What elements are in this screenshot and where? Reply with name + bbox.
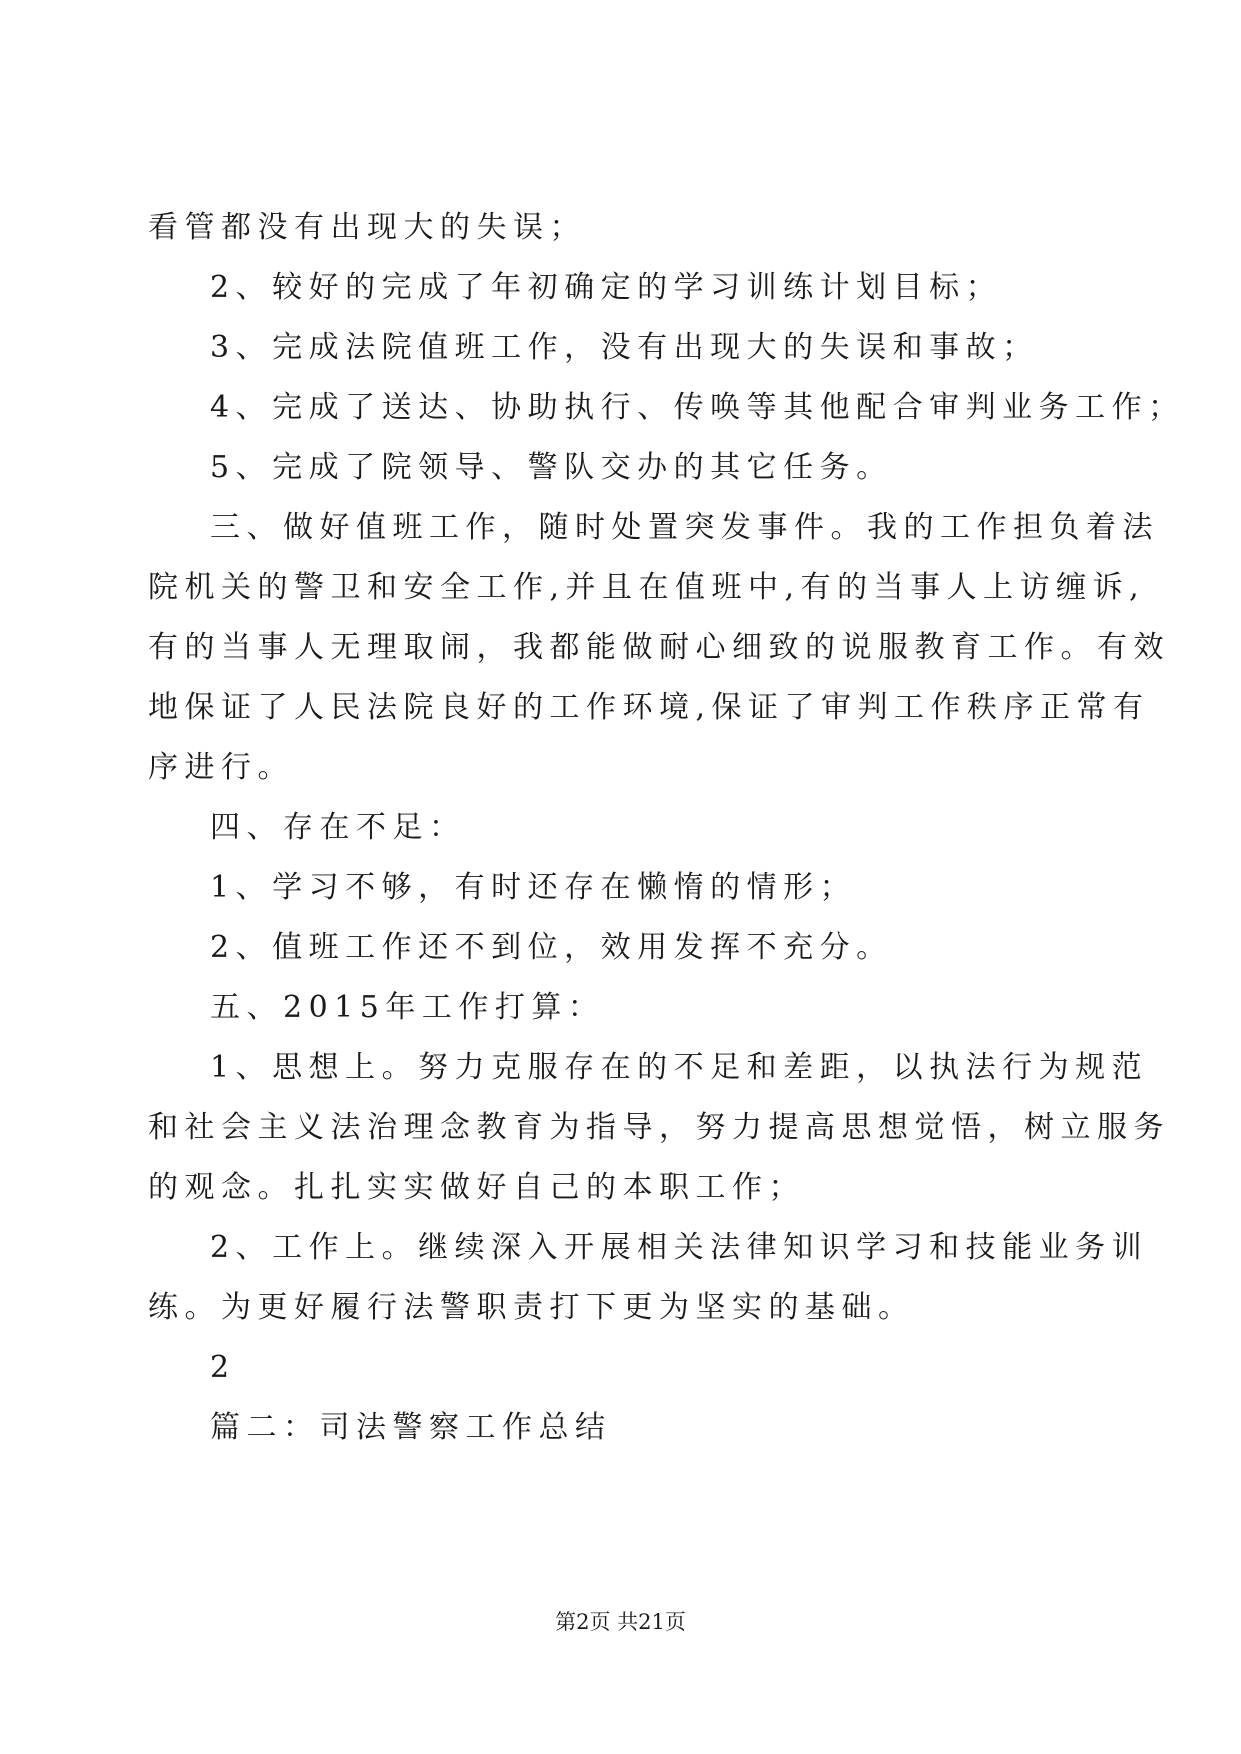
section-heading: 四、存在不足： (210, 810, 466, 845)
paragraph-line: 序进行。 (148, 750, 294, 785)
list-item: 2、值班工作还不到位，效用发挥不充分。 (210, 930, 893, 965)
list-item: 2、较好的完成了年初确定的学习训练计划目标； (210, 270, 1003, 305)
list-item: 4、完成了送达、协助执行、传唤等其他配合审判业务工作； (210, 390, 1185, 425)
section-heading-line: 三、做好值班工作，随时处置突发事件。我的工作担负着法 (210, 510, 1159, 545)
paragraph-line: 有的当事人无理取闹，我都能做耐心细致的说服教育工作。有效 (148, 630, 1170, 665)
list-item: 5、完成了院领导、警队交办的其它任务。 (210, 450, 893, 485)
chapter-title: 篇二：司法警察工作总结 (210, 1410, 612, 1445)
paragraph-line: 地保证了人民法院良好的工作环境,保证了审判工作秩序正常有 (148, 690, 1150, 725)
paragraph-line: 练。为更好履行法警职责打下更为坚实的基础。 (148, 1290, 915, 1325)
page-footer: 第2页 共21页 (555, 1610, 686, 1634)
paragraph-line: 和社会主义法治理念教育为指导，努力提高思想觉悟，树立服务 (148, 1110, 1170, 1145)
list-item: 3、完成法院值班工作，没有出现大的失误和事故； (210, 330, 1039, 365)
list-item: 2、工作上。继续深入开展相关法律知识学习和技能业务训 (210, 1230, 1149, 1265)
list-item: 1、学习不够，有时还存在懒惰的情形； (210, 870, 857, 905)
paragraph-line: 看管都没有出现大的失误； (148, 210, 586, 245)
paragraph-line: 的观念。扎扎实实做好自己的本职工作； (148, 1170, 805, 1205)
section-heading: 五、2015年工作打算： (210, 990, 605, 1025)
page-number-inline: 2 (210, 1350, 236, 1385)
paragraph-line: 院机关的警卫和安全工作,并且在值班中,有的当事人上访缠诉, (148, 570, 1146, 605)
list-item: 1、思想上。努力克服存在的不足和差距，以执法行为规范 (210, 1050, 1149, 1085)
